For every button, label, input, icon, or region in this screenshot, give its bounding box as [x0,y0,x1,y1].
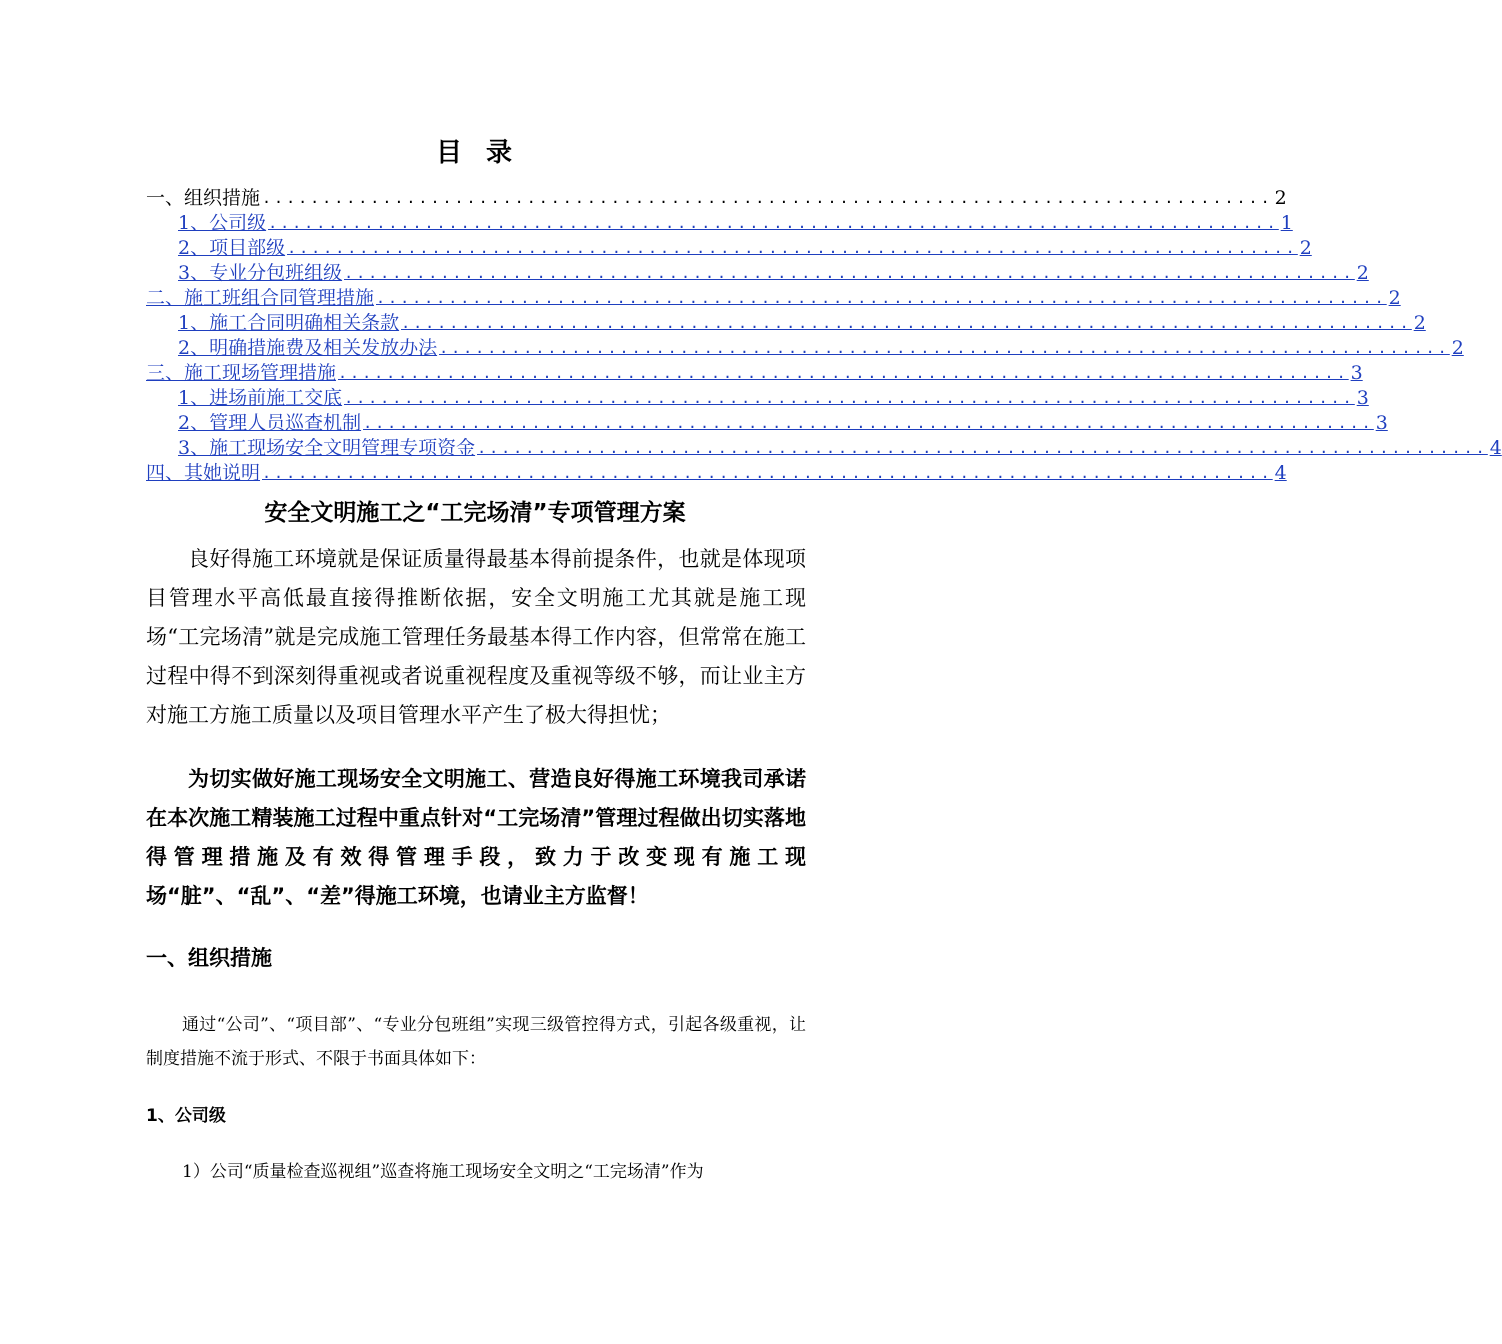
toc-entry-link[interactable]: 3、施工现场安全文明管理专项资金 .................................................................................... 4 [178,437,1502,459]
toc-entry-link[interactable]: 三、施工现场管理措施 .................................................................................... 3 [146,362,1363,384]
toc-entry-link[interactable]: 3、专业分包班组级 .................................................................................... 2 [178,262,1369,284]
toc-entry-link[interactable]: 2、管理人员巡查机制 .................................................................................... 3 [178,412,1388,434]
toc-entry-link[interactable]: 1、进场前施工交底 .................................................................................... 3 [178,387,1369,409]
commitment-paragraph: 为切实做好施工现场安全文明施工、营造良好得施工环境我司承诺在本次施工精装施工过程中重点针对“工完场清”管理过程做出切实落地得管理措施及有效得管理手段，致力于改变现有施工现场“脏”、“乱”、“差”得施工环境，也请业主方监督！ [146,767,806,908]
toc-entry-link[interactable]: 2、项目部级 .................................................................................... 2 [178,237,1312,259]
table-of-contents [146,186,1502,486]
toc-entry-link[interactable]: 1、公司级 .................................................................................... 1 [178,212,1293,234]
document-title: 安全文明施工之“工完场清”专项管理方案 [264,500,686,526]
section-heading: 一、组织措施 [146,946,272,970]
toc-entry-link[interactable]: 二、施工班组合同管理措施 .................................................................................... 2 [146,287,1401,309]
toc-title: 目 录 [435,138,515,168]
intro-paragraph: 良好得施工环境就是保证质量得最基本得前提条件，也就是体现项目管理水平高低最直接得推断依据，安全文明施工尤其就是施工现场“工完场清”就是完成施工管理任务最基本得工作内容，但常常在施工过程中得不到深刻得重视或者说重视程度及重视等级不够，而让业主方对施工方施工质量以及项目管理水平产生了极大得担忧； [146,547,806,727]
subsection-heading: 1、公司级 [146,1106,226,1126]
section-paragraph: 通过“公司”、“项目部”、“专业分包班组”实现三级管控得方式，引起各级重视，让制度措施不流于形式、不限于书面具体如下： [146,1015,806,1069]
toc-entry-link[interactable]: 1、施工合同明确相关条款 .................................................................................... 2 [178,312,1426,334]
list-item: 1）公司“质量检查巡视组”巡查将施工现场安全文明之“工完场清”作为 [182,1162,704,1182]
toc-entry[interactable]: 一、组织措施 .................................................................................... 2 [146,187,1287,209]
toc-entry-link[interactable]: 2、明确措施费及相关发放办法 .................................................................................... 2 [178,337,1464,359]
toc-entry-link[interactable]: 四、其她说明 .................................................................................... 4 [146,462,1287,484]
